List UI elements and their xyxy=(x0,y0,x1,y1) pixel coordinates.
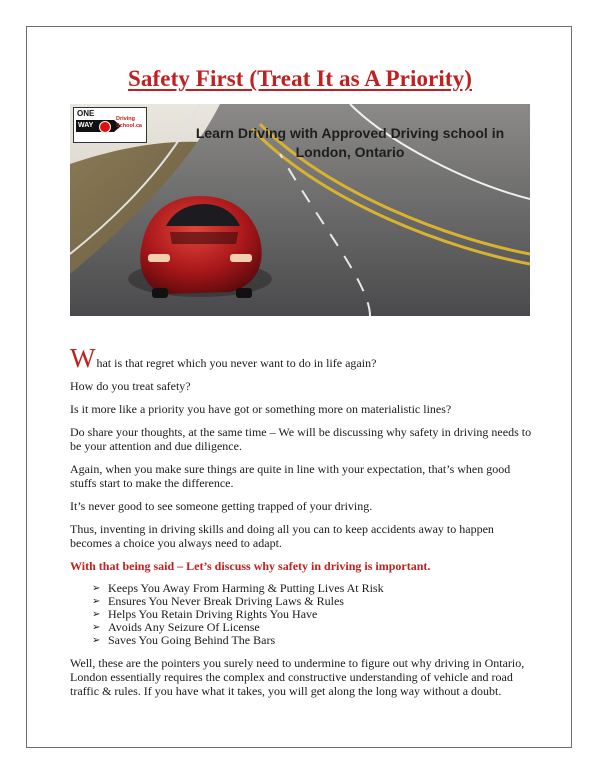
list-item: ➢ Helps You Retain Driving Rights You Have xyxy=(92,607,318,621)
arrow-bullet-icon: ➢ xyxy=(92,622,101,633)
paragraph: Do share your thoughts, at the same time – We will be discussing why safety in driving needs to be your attention and due diligence. xyxy=(70,425,532,453)
paragraph: It’s never good to see someone getting trapped of your driving. xyxy=(70,499,373,513)
arrow-bullet-icon: ➢ xyxy=(92,609,101,620)
arrow-bullet-icon: ➢ xyxy=(92,596,101,607)
logo-one-text: ONE xyxy=(77,109,95,118)
brand-logo xyxy=(73,107,147,143)
closing-paragraph: Well, these are the pointers you surely need to undermine to figure out why driving in Ontario, London essentially requires the complex and constructive understanding of vehicle and road traffic & rules. If you have what it takes, you will get along the long way without a doubt. xyxy=(70,656,525,698)
page-title: Safety First (Treat It as A Priority) xyxy=(128,66,472,91)
bullet-list xyxy=(70,582,532,647)
intro-text: hat is that regret which you never want to do in life again? xyxy=(96,356,377,370)
intro-paragraph xyxy=(70,343,532,373)
logo-stop-icon xyxy=(99,121,111,133)
list-item: ➢ Avoids Any Seizure Of License xyxy=(92,620,260,634)
paragraph: Thus, inventing in driving skills and doing all you can to keep accidents away to happen becomes a choice you always need to adapt. xyxy=(70,522,494,550)
arrow-bullet-icon: ➢ xyxy=(92,635,101,646)
section-heading: With that being said – Let’s discuss why safety in driving is important. xyxy=(70,559,431,573)
list-item: ➢ Ensures You Never Break Driving Laws & Rules xyxy=(92,594,344,608)
article-body xyxy=(70,343,532,707)
arrow-bullet-icon: ➢ xyxy=(92,583,101,594)
logo-name-text: Driving School.ca xyxy=(116,116,142,129)
drop-cap: W xyxy=(70,343,96,373)
paragraph: How do you treat safety? xyxy=(70,379,191,393)
logo-way-text: WAY xyxy=(78,122,94,129)
hero-banner-text: Learn Driving with Approved Driving school in London, Ontario xyxy=(195,125,505,160)
paragraph: Again, when you make sure things are quite in line with your expectation, that’s when good stuffs start to make the difference. xyxy=(70,462,511,490)
paragraph: Is it more like a priority you have got or something more on materialistic lines? xyxy=(70,402,452,416)
list-item: ➢ Saves You Going Behind The Bars xyxy=(92,633,276,647)
list-item: ➢ Keeps You Away From Harming & Putting Lives At Risk xyxy=(92,581,384,595)
hero-image xyxy=(70,104,530,316)
